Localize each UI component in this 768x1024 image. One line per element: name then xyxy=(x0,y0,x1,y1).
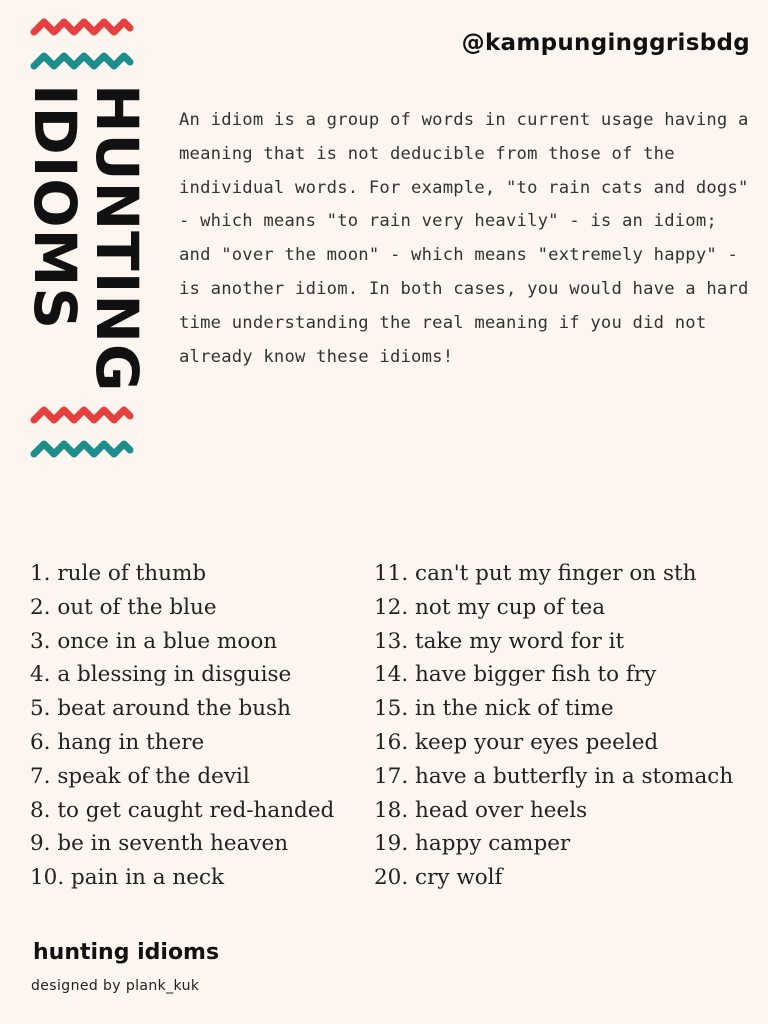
list-item: 14. have bigger fish to fry xyxy=(374,662,657,688)
list-item: 10. pain in a neck xyxy=(30,865,225,891)
social-handle: @kampunginggrisbdg xyxy=(461,30,750,56)
vertical-title-idioms: IDIOMS xyxy=(21,84,89,331)
list-item: 9. be in seventh heaven xyxy=(30,831,289,857)
list-item: 8. to get caught red-handed xyxy=(30,797,335,823)
list-item: 4. a blessing in disguise xyxy=(30,662,292,688)
list-item: 3. once in a blue moon xyxy=(30,628,278,654)
list-item: 11. can't put my finger on sth xyxy=(374,561,697,586)
list-item: 13. take my word for it xyxy=(374,628,625,654)
zigzag-teal-top-icon xyxy=(30,50,134,72)
zigzag-red-bottom-icon xyxy=(30,404,134,426)
vertical-title-hunting: HUNTING xyxy=(83,84,151,393)
list-item: 1. rule of thumb xyxy=(30,561,207,586)
zigzag-red-top-icon xyxy=(30,16,134,38)
list-item: 17. have a butterfly in a stomach xyxy=(374,763,734,789)
idiom-list-left xyxy=(30,557,334,895)
list-item: 19. happy camper xyxy=(374,831,571,857)
footer-credit: designed by plank_kuk xyxy=(31,978,200,994)
list-item: 18. head over heels xyxy=(374,797,588,823)
list-item: 12. not my cup of tea xyxy=(374,594,606,620)
idiom-description: An idiom is a group of words in current usage having a meaning that is not deducible from those of the individual words. For example, "to rain cats and dogs" - which means "to rain very heavily" - is an idiom; and "over the moon" - which means "extremely happy" - is another idiom. In both cases, you would have a hard time understanding the real meaning if you did not already know these idioms! xyxy=(179,110,749,367)
zigzag-teal-bottom-icon xyxy=(30,438,134,460)
list-item: 7. speak of the devil xyxy=(30,763,250,789)
list-item: 15. in the nick of time xyxy=(374,696,614,722)
footer-title: hunting idioms xyxy=(33,940,220,965)
idiom-list-right xyxy=(374,557,733,895)
list-item: 6. hang in there xyxy=(30,729,205,755)
list-item: 2. out of the blue xyxy=(30,594,217,620)
list-item: 20. cry wolf xyxy=(374,865,503,891)
list-item: 16. keep your eyes peeled xyxy=(374,729,659,755)
list-item: 5. beat around the bush xyxy=(30,696,291,722)
